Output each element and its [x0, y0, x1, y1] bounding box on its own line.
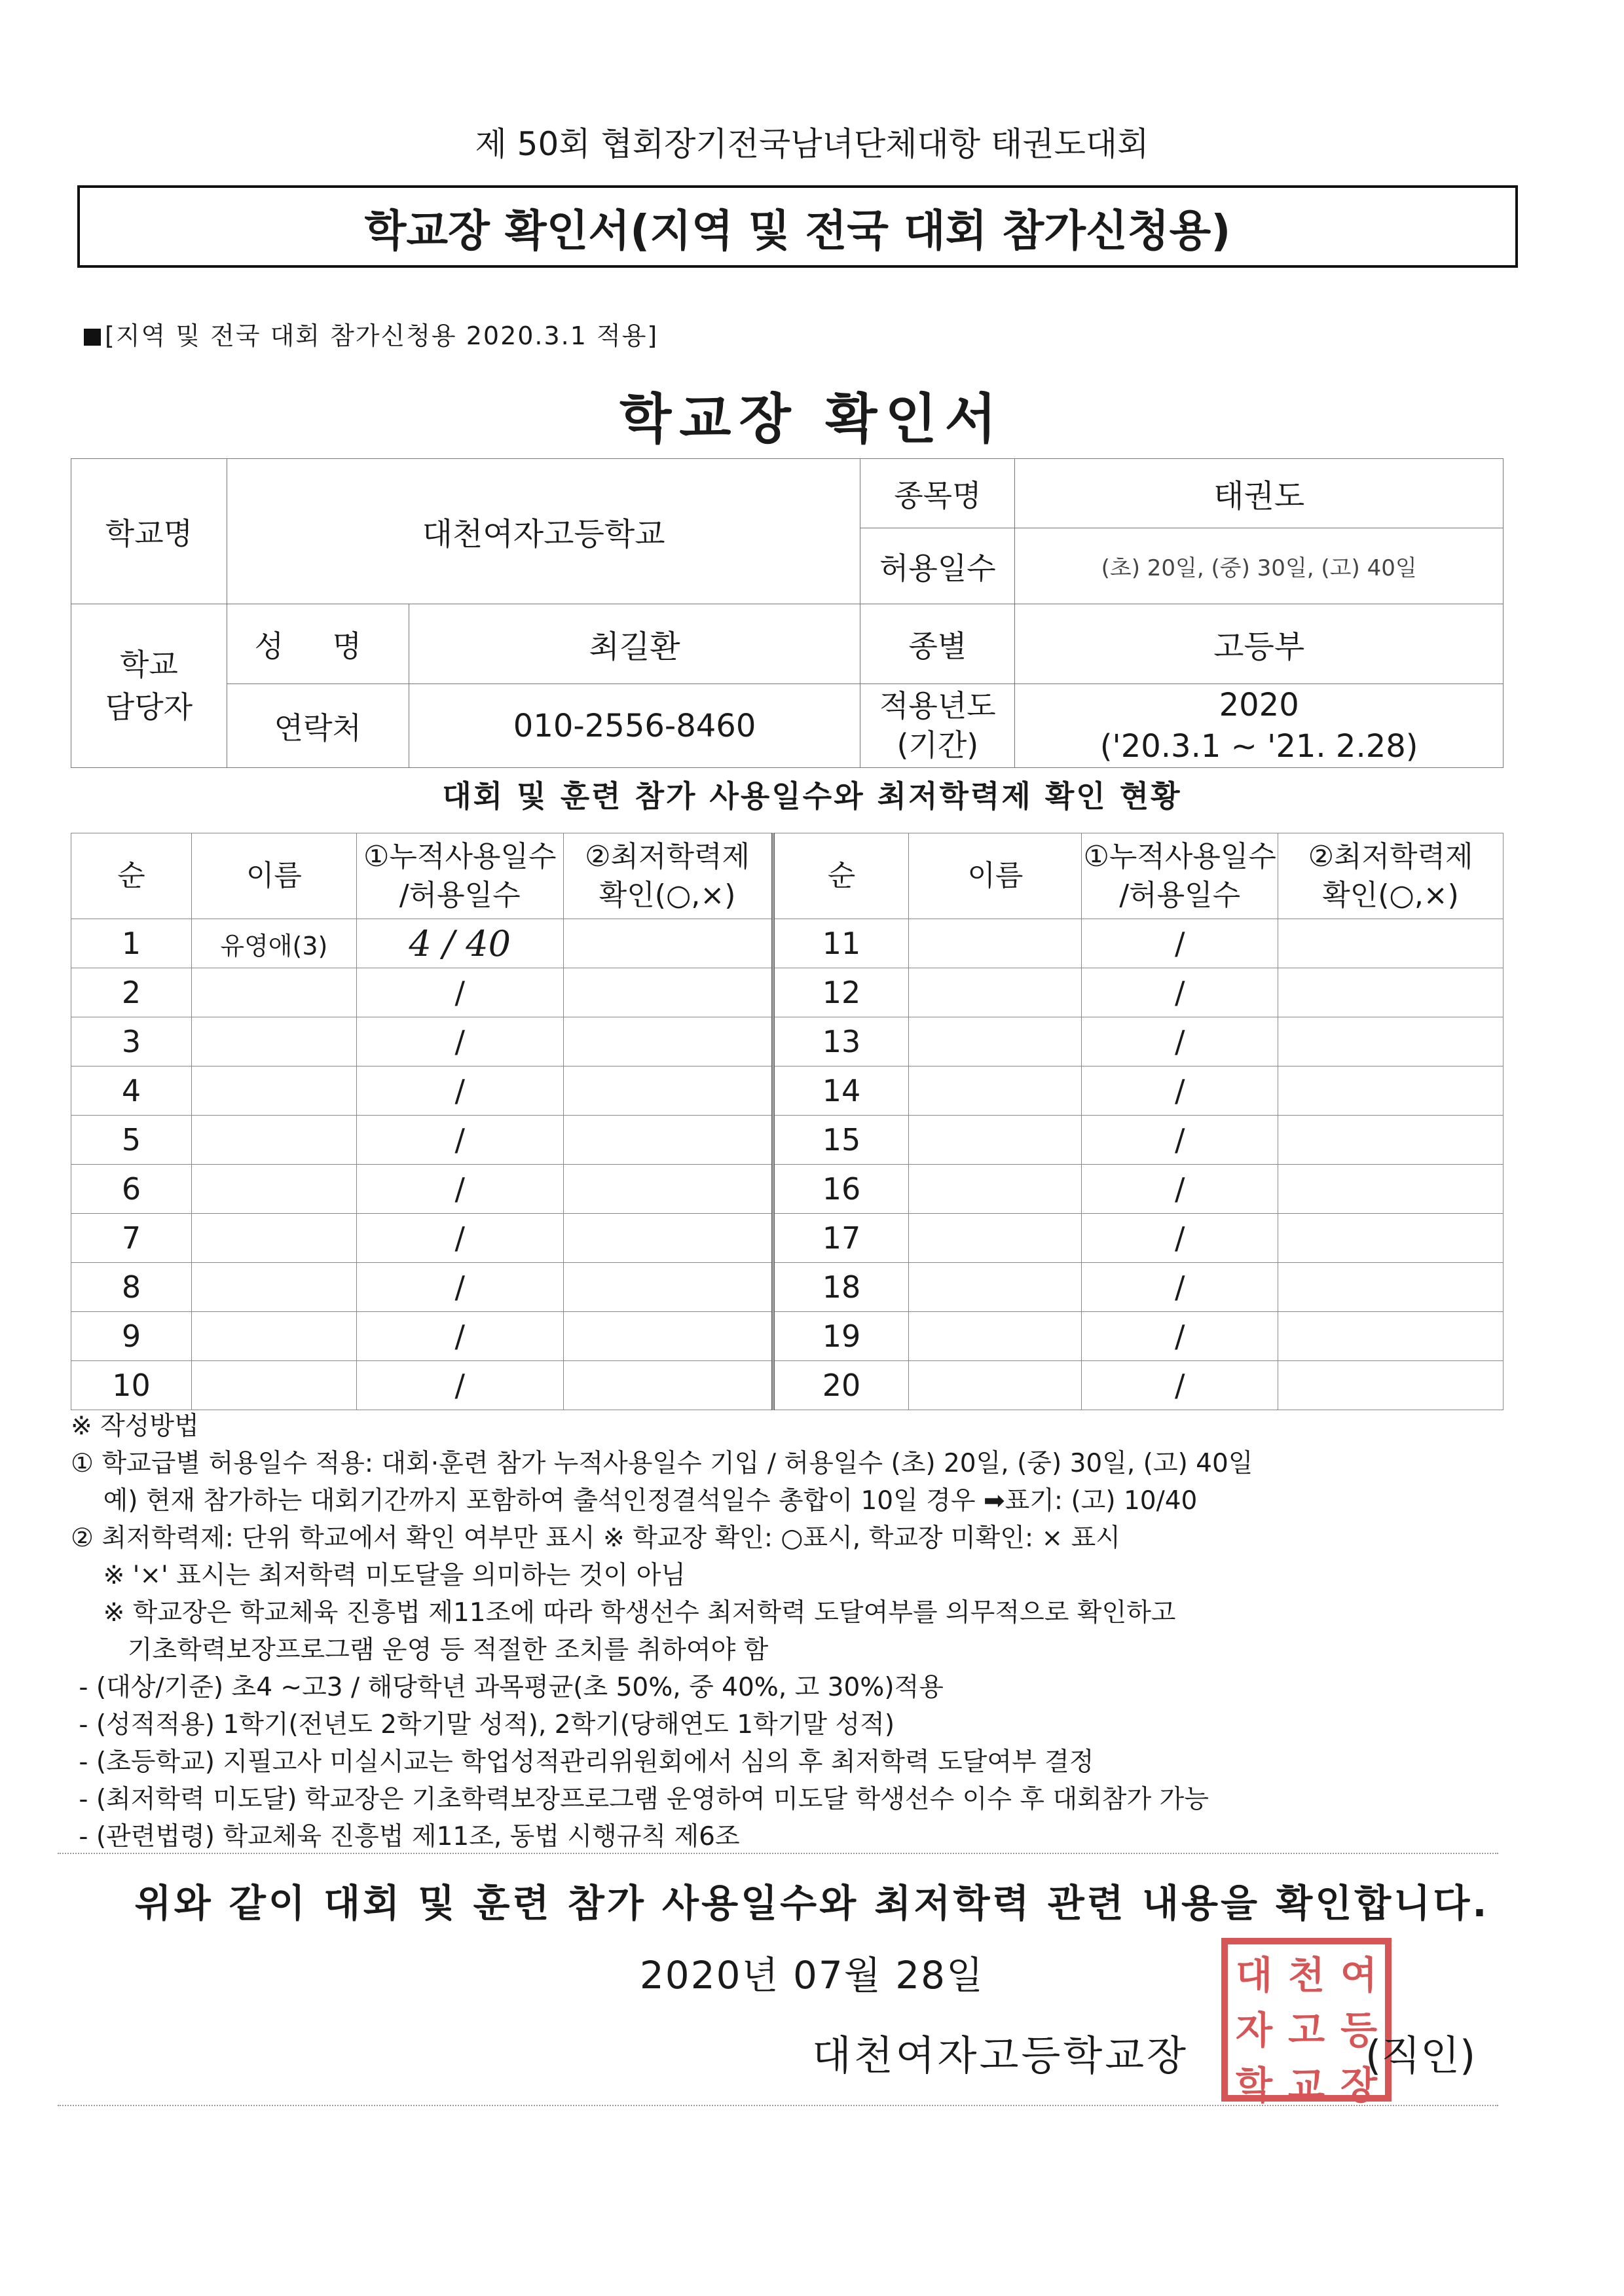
col-header-no: 순 [71, 833, 192, 919]
row-number: 12 [773, 968, 909, 1017]
student-name: 유영애(3) [191, 919, 356, 968]
instruction-line: 예) 현재 참가하는 대회기간까지 포함하여 출석인정결석일수 총합이 10일 경우 ➡표기: (고) 10/40 [71, 1486, 1198, 1516]
days-used: / [356, 1361, 563, 1410]
min-achievement [1278, 1116, 1504, 1165]
form-title-box: 학교장 확인서(지역 및 전국 대회 참가신청용) [77, 185, 1518, 268]
student-name [909, 1214, 1082, 1263]
min-achievement [1278, 1066, 1504, 1116]
name-label: 성 명 [227, 604, 409, 684]
row-number: 14 [773, 1066, 909, 1116]
min-achievement [563, 1066, 773, 1116]
row-number: 7 [71, 1214, 192, 1263]
row-number: 19 [773, 1312, 909, 1361]
seal-character: 여 [1340, 1953, 1378, 1997]
manager-label: 학교 담당자 [71, 604, 227, 768]
table-row [71, 919, 1504, 968]
year-cell [1015, 684, 1504, 768]
table-row [71, 968, 1504, 1017]
school-info-table [71, 458, 1504, 768]
min-achievement [563, 968, 773, 1017]
row-number: 10 [71, 1361, 192, 1410]
sport-value: 태권도 [1015, 459, 1504, 528]
days-used: / [356, 1214, 563, 1263]
col-header-name: 이름 [191, 833, 356, 919]
student-name [191, 1361, 356, 1410]
col-header-no: 순 [773, 833, 909, 919]
days-used: / [356, 1066, 563, 1116]
table-row [71, 1165, 1504, 1214]
seal-character: 천 [1287, 1953, 1325, 1997]
period-value: ('20.3.1 ~ '21. 2.28) [1099, 727, 1418, 765]
student-name [909, 919, 1082, 968]
days-used: / [356, 968, 563, 1017]
table-row [71, 1312, 1504, 1361]
seal-character: 등 [1340, 2008, 1378, 2052]
event-title: 제 50회 협회장기전국남녀단체대항 태권도대회 [475, 125, 1149, 163]
table-row [71, 1361, 1504, 1410]
row-number: 16 [773, 1165, 909, 1214]
min-achievement [1278, 919, 1504, 968]
seal-character: 고 [1287, 2008, 1325, 2052]
divider [58, 2105, 1498, 2106]
days-used: / [1082, 1116, 1278, 1165]
row-number: 5 [71, 1116, 192, 1165]
table-row [71, 1017, 1504, 1066]
min-achievement [1278, 1361, 1504, 1410]
row-number: 18 [773, 1263, 909, 1312]
seal-character: 대 [1235, 1953, 1273, 1997]
days-used: / [356, 1017, 563, 1066]
school-label: 학교명 [71, 459, 227, 604]
seal-character: 장 [1340, 2063, 1378, 2107]
days-used: / [1082, 1214, 1278, 1263]
contact-value: 010-2556-8460 [409, 684, 860, 768]
instruction-line: 기초학력보장프로그램 운영 등 적절한 조치를 취하여야 함 [71, 1635, 769, 1665]
student-name [191, 1263, 356, 1312]
signer-title: 대천여자고등학교장 [812, 2032, 1189, 2079]
row-number: 8 [71, 1263, 192, 1312]
col-header-days: ①누적사용일수 /허용일수 [1082, 833, 1278, 919]
row-number: 20 [773, 1361, 909, 1410]
min-achievement [563, 1116, 773, 1165]
days-used: / [1082, 1017, 1278, 1066]
seal-character: 학 [1235, 2063, 1273, 2107]
student-name [191, 1066, 356, 1116]
student-name [909, 1165, 1082, 1214]
min-achievement [563, 919, 773, 968]
min-achievement [1278, 1017, 1504, 1066]
row-number: 13 [773, 1017, 909, 1066]
student-name [909, 1263, 1082, 1312]
instruction-line: ※ 작성방법 [71, 1412, 199, 1441]
row-number: 4 [71, 1066, 192, 1116]
seal-character: 교 [1287, 2063, 1325, 2107]
student-name [909, 1116, 1082, 1165]
student-name [909, 1312, 1082, 1361]
student-name [909, 1017, 1082, 1066]
row-number: 15 [773, 1116, 909, 1165]
student-name [191, 1017, 356, 1066]
row-number: 11 [773, 919, 909, 968]
allowed-days-label: 허용일수 [860, 528, 1015, 604]
col-header-min: ②최저학력제 확인(○,×) [563, 833, 773, 919]
min-achievement [563, 1312, 773, 1361]
days-used: / [1082, 968, 1278, 1017]
table-row [71, 1066, 1504, 1116]
student-name [191, 968, 356, 1017]
notice-line [84, 316, 658, 352]
table-row [71, 1263, 1504, 1312]
row-number: 17 [773, 1214, 909, 1263]
instruction-line: - (성적적용) 1학기(전년도 2학기말 성적), 2학기(당해연도 1학기말 성적) [71, 1710, 895, 1740]
min-achievement [1278, 1263, 1504, 1312]
divider [58, 1853, 1498, 1854]
days-used: / [1082, 1263, 1278, 1312]
days-used: / [356, 1165, 563, 1214]
row-number: 3 [71, 1017, 192, 1066]
year-value: 2020 [1219, 687, 1299, 724]
allowed-days-value: (초) 20일, (중) 30일, (고) 40일 [1015, 528, 1504, 604]
bullet-square-icon [84, 329, 101, 346]
seal-note: (직인) [1365, 2032, 1476, 2079]
days-used: / [1082, 919, 1278, 968]
instruction-line: - (대상/기준) 초4 ~고3 / 해당학년 과목평균(초 50%, 중 40%, 고 30%)적용 [71, 1673, 944, 1702]
seal-character: 자 [1235, 2008, 1273, 2052]
student-name [909, 1361, 1082, 1410]
col-header-days: ①누적사용일수 /허용일수 [356, 833, 563, 919]
row-number: 9 [71, 1312, 192, 1361]
instruction-line: ② 최저학력제: 단위 학교에서 확인 여부만 표시 ※ 학교장 확인: ○표시, 학교장 미확인: × 표시 [71, 1523, 1120, 1553]
manager-name: 최길환 [409, 604, 860, 684]
col-header-min: ②최저학력제 확인(○,×) [1278, 833, 1504, 919]
instruction-line: - (초등학교) 지필고사 미실시교는 학업성적관리위원회에서 심의 후 최저학력 도달여부 결정 [71, 1747, 1094, 1777]
table-row [71, 1116, 1504, 1165]
days-used: / [356, 1263, 563, 1312]
usage-heading: 대회 및 훈련 참가 사용일수와 최저학력제 확인 현황 [442, 778, 1182, 814]
student-name [191, 1312, 356, 1361]
row-number: 1 [71, 919, 192, 968]
min-achievement [563, 1017, 773, 1066]
instruction-line: ※ '×' 표시는 최저학력 미도달을 의미하는 것이 아님 [71, 1561, 686, 1590]
table-row [71, 1214, 1504, 1263]
days-used: / [1082, 1361, 1278, 1410]
division-value: 고등부 [1015, 604, 1504, 684]
contact-label: 연락처 [227, 684, 409, 768]
min-achievement [563, 1214, 773, 1263]
sport-label: 종목명 [860, 459, 1015, 528]
student-name [909, 968, 1082, 1017]
min-achievement [563, 1165, 773, 1214]
col-header-name: 이름 [909, 833, 1082, 919]
row-number: 6 [71, 1165, 192, 1214]
document-title: 학교장 확인서 [619, 388, 1005, 450]
notice-text: [지역 및 전국 대회 참가신청용 2020.3.1 적용] [105, 321, 659, 350]
instruction-line: - (관련법령) 학교체육 진흥법 제11조, 동법 시행규칙 제6조 [71, 1822, 740, 1851]
instructions [71, 1408, 1511, 1855]
student-name [191, 1214, 356, 1263]
min-achievement [1278, 968, 1504, 1017]
days-used: / [1082, 1312, 1278, 1361]
days-used: / [356, 1312, 563, 1361]
days-used: 4 / 40 [356, 919, 563, 968]
school-value: 대천여자고등학교 [227, 459, 860, 604]
student-name [909, 1066, 1082, 1116]
year-label: 적용년도 (기간) [860, 684, 1015, 768]
min-achievement [563, 1361, 773, 1410]
days-used: / [356, 1116, 563, 1165]
signature-date: 2020년 07월 28일 [639, 1953, 985, 1997]
min-achievement [563, 1263, 773, 1312]
min-achievement [1278, 1214, 1504, 1263]
days-used: / [1082, 1165, 1278, 1214]
days-used: / [1082, 1066, 1278, 1116]
row-number: 2 [71, 968, 192, 1017]
min-achievement [1278, 1165, 1504, 1214]
instruction-line: ① 학교급별 허용일수 적용: 대회·훈련 참가 누적사용일수 기입 / 허용일수 (초) 20일, (중) 30일, (고) 40일 [71, 1449, 1253, 1478]
student-name [191, 1116, 356, 1165]
confirmation-statement: 위와 같이 대회 및 훈련 참가 사용일수와 최저학력 관련 내용을 확인합니다. [134, 1881, 1490, 1925]
min-achievement [1278, 1312, 1504, 1361]
instruction-line: ※ 학교장은 학교체육 진흥법 제11조에 따라 학생선수 최저학력 도달여부를 의무적으로 확인하고 [71, 1598, 1176, 1628]
division-label: 종별 [860, 604, 1015, 684]
usage-table [71, 833, 1504, 1410]
student-name [191, 1165, 356, 1214]
instruction-line: - (최저학력 미도달) 학교장은 기초학력보장프로그램 운영하여 미도달 학생선수 이수 후 대회참가 가능 [71, 1785, 1209, 1814]
